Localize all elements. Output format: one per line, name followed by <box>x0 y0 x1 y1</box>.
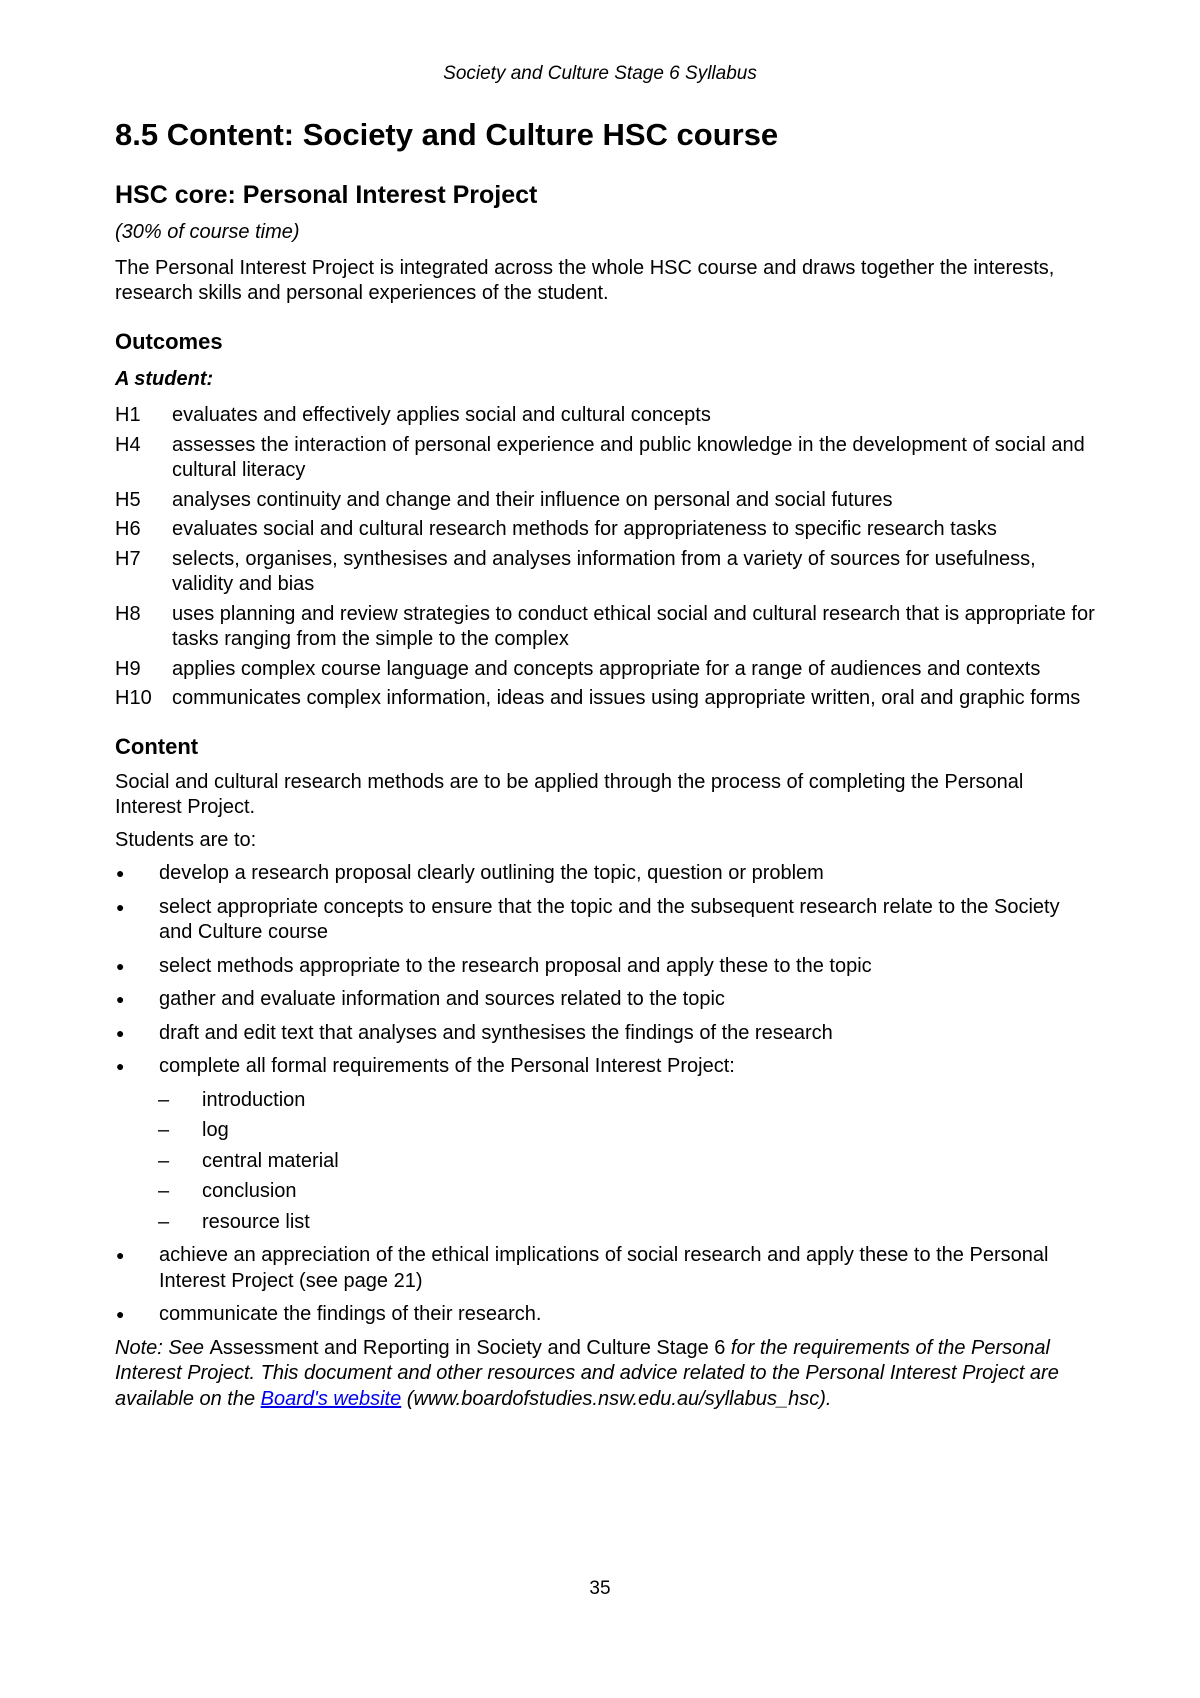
list-item <box>115 987 1095 1013</box>
outcome-item <box>115 657 1095 683</box>
bullet-icon: ● <box>116 898 125 915</box>
sublist-item-text: central material <box>202 1149 339 1172</box>
page-number: 35 <box>589 1578 611 1599</box>
note-document-title: Assessment and Reporting in Society and Culture Stage 6 <box>209 1336 726 1359</box>
page-content <box>115 116 1095 1412</box>
sublist-item <box>158 1088 1095 1114</box>
sublist-item-text: resource list <box>202 1210 310 1233</box>
intro-paragraph: The Personal Interest Project is integrated across the whole HSC course and draws together the interests, research skills and personal experiences of the student. <box>115 256 1055 304</box>
page-title: 8.5 Content: Society and Culture HSC course <box>115 117 779 152</box>
sublist-item-text: log <box>202 1119 229 1141</box>
bullet-icon: ● <box>116 957 125 974</box>
outcome-text: applies complex course language and concepts appropriate for a range of audiences and contexts <box>172 657 1041 680</box>
list-item <box>115 895 1095 946</box>
outcome-text: evaluates social and cultural research methods for appropriateness to specific research tasks <box>172 518 997 540</box>
list-item <box>115 1243 1095 1294</box>
dash-icon: – <box>158 1149 170 1172</box>
content-intro-paragraph: Social and cultural research methods are to be applied through the process of completing the Personal Interest Project. <box>115 770 1024 818</box>
list-item-text: gather and evaluate information and sources related to the topic <box>159 988 725 1010</box>
dash-icon: – <box>158 1088 170 1111</box>
list-item <box>115 1054 1095 1080</box>
bullet-icon: ● <box>116 1058 125 1074</box>
bullet-icon: ● <box>116 991 125 1007</box>
outcome-code: H7 <box>115 547 141 570</box>
student-label: A student: <box>115 367 214 390</box>
requirements-list <box>115 861 1095 1080</box>
outcome-code: H1 <box>115 404 141 426</box>
outcome-code: H5 <box>115 488 141 511</box>
outcome-item <box>115 602 1095 653</box>
list-item <box>115 861 1095 887</box>
sublist-item <box>158 1118 1095 1144</box>
outcome-item <box>115 433 1095 484</box>
note-paragraph <box>115 1336 1095 1413</box>
outcomes-list <box>115 403 1095 712</box>
outcome-text: assesses the interaction of personal experience and public knowledge in the development of social and cultural literacy <box>172 433 1085 481</box>
content-heading: Content <box>115 733 199 759</box>
students-are-label: Students are to: <box>115 828 257 851</box>
outcome-text: analyses continuity and change and their influence on personal and social futures <box>172 488 893 511</box>
bullet-icon: ● <box>116 1024 125 1041</box>
list-item-text: complete all formal requirements of the Personal Interest Project: <box>159 1055 735 1077</box>
sublist-item <box>158 1210 1095 1236</box>
outcome-item <box>115 686 1095 712</box>
outcome-code: H10 <box>115 687 152 709</box>
formal-requirements-sublist <box>158 1088 1095 1236</box>
list-item <box>115 1302 1095 1328</box>
bullet-icon: ● <box>116 865 125 881</box>
dash-icon: – <box>158 1119 170 1141</box>
outcome-code: H6 <box>115 518 141 540</box>
list-item-text: communicate the findings of their research. <box>159 1303 542 1325</box>
list-item <box>115 954 1095 980</box>
bullet-icon: ● <box>116 1306 125 1322</box>
boards-website-link[interactable]: Board's website <box>260 1387 402 1410</box>
dash-icon: – <box>158 1210 170 1233</box>
bullet-icon: ● <box>116 1247 125 1263</box>
outcome-item <box>115 547 1095 598</box>
list-item-text: develop a research proposal clearly outlining the topic, question or problem <box>159 862 824 884</box>
section-subtitle: HSC core: Personal Interest Project <box>115 181 538 209</box>
list-item-text: draft and edit text that analyses and synthesises the findings of the research <box>159 1021 833 1044</box>
note-prefix: Note: See <box>115 1336 210 1359</box>
requirements-list-continued <box>115 1243 1095 1328</box>
outcome-text: uses planning and review strategies to conduct ethical social and cultural research that is appropriate for tasks ranging from the simple to the complex <box>172 602 1095 650</box>
list-item-text: select methods appropriate to the research proposal and apply these to the topic <box>159 954 872 977</box>
note-middle: for the requirements of the Personal Interest Project. This document and other resources and advice related to the Personal Interest Project are available on the <box>115 1336 1059 1410</box>
outcome-text: evaluates and effectively applies social and cultural concepts <box>172 404 711 426</box>
dash-icon: – <box>158 1180 170 1202</box>
outcome-item <box>115 403 1095 429</box>
outcome-code: H9 <box>115 657 141 680</box>
sublist-item-text: conclusion <box>202 1180 297 1202</box>
running-header: Society and Culture Stage 6 Syllabus <box>443 63 757 84</box>
note-suffix: (www.boardofstudies.nsw.edu.au/syllabus_hsc). <box>401 1387 832 1410</box>
sublist-item <box>158 1149 1095 1175</box>
outcome-item <box>115 488 1095 514</box>
outcomes-heading: Outcomes <box>115 328 223 354</box>
outcome-code: H4 <box>115 433 141 456</box>
list-item <box>115 1021 1095 1047</box>
outcome-item <box>115 517 1095 543</box>
course-time-note: (30% of course time) <box>115 221 300 243</box>
outcome-text: selects, organises, synthesises and analyses information from a variety of sources for usefulness, validity and bias <box>172 547 1036 595</box>
sublist-item <box>158 1179 1095 1205</box>
sublist-item-text: introduction <box>202 1088 306 1111</box>
outcome-text: communicates complex information, ideas and issues using appropriate written, oral and graphic forms <box>172 687 1081 709</box>
outcome-code: H8 <box>115 602 141 625</box>
list-item-text: select appropriate concepts to ensure that the topic and the subsequent research relate to the Society and Culture course <box>159 895 1060 943</box>
list-item-text: achieve an appreciation of the ethical implications of social research and apply these to the Personal Interest Project (see page 21) <box>159 1244 1049 1292</box>
